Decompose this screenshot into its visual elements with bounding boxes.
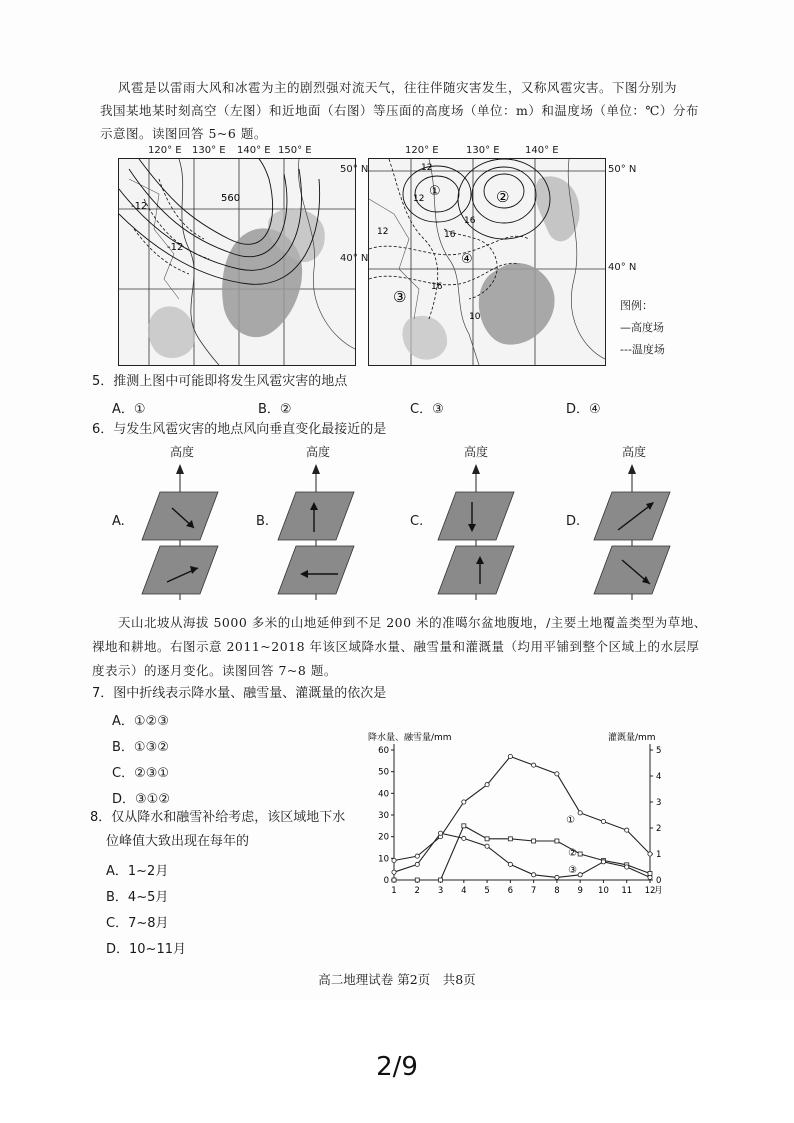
chart-point bbox=[392, 858, 396, 862]
chart-point bbox=[392, 878, 396, 882]
chart-series-line bbox=[394, 826, 650, 880]
chart-point bbox=[532, 763, 536, 767]
q7-option-b[interactable]: B．①③② bbox=[112, 740, 169, 755]
chart-ylabel-right: 灌溉量/mm bbox=[608, 733, 656, 743]
chart-point bbox=[555, 772, 559, 776]
left-lat-40: 40° N bbox=[340, 253, 369, 264]
chart-ytick-label-right: 3 bbox=[656, 798, 662, 808]
chart-point bbox=[532, 839, 536, 843]
right-lon-120: 120° E bbox=[405, 145, 439, 156]
right-lon-130: 130° E bbox=[466, 145, 500, 156]
chart-point bbox=[485, 783, 489, 787]
chart-point bbox=[625, 865, 629, 869]
q5-stem: 5．推测上图中可能即将发生风雹灾害的地点 bbox=[92, 374, 348, 389]
chart-point bbox=[462, 824, 466, 828]
chart-ytick-label-left: 0 bbox=[383, 876, 389, 886]
chart-ytick-label-right: 0 bbox=[656, 876, 662, 886]
q7-option-a[interactable]: A．①②③ bbox=[112, 714, 169, 729]
chart-xtick-label: 4 bbox=[461, 886, 467, 896]
q6-axis-label-c: 高度 bbox=[464, 445, 489, 459]
right-val-g: 10 bbox=[469, 312, 481, 322]
chart-point bbox=[601, 860, 605, 864]
passage2-line1: 天山北坡从海拔 5000 多米的山地延伸到不足 200 米的准噶尔盆地腹地，/主要土地覆盖类型为草地、 bbox=[118, 615, 707, 630]
chart-series-label: ③ bbox=[568, 864, 578, 876]
chart-point bbox=[555, 875, 559, 879]
left-lon-130: 130° E bbox=[192, 145, 226, 156]
chart-xtick-label: 5 bbox=[484, 886, 490, 896]
chart-point bbox=[625, 828, 629, 832]
point-3: ③ bbox=[393, 288, 407, 306]
left-map-upper-level bbox=[118, 158, 356, 366]
passage1-line1: 风雹是以雷雨大风和冰雹为主的剧烈强对流天气，往往伴随灾害发生，又称风雹灾害。下图分别为 bbox=[118, 80, 678, 95]
chart-point bbox=[578, 852, 582, 856]
q8-option-b[interactable]: B．4~5月 bbox=[106, 890, 169, 905]
passage1-line3: 示意图。读图回答 5~6 题。 bbox=[100, 126, 267, 141]
chart-xlabel: 月 bbox=[654, 886, 663, 896]
chart-ytick-label-right: 4 bbox=[656, 772, 662, 782]
q6-option-b: B. bbox=[256, 514, 270, 529]
chart-point bbox=[415, 854, 419, 858]
point-4: ④ bbox=[461, 252, 473, 267]
legend-title: 图例： bbox=[620, 299, 653, 312]
chart-xtick-label: 7 bbox=[530, 886, 537, 896]
chart-xtick-label: 11 bbox=[621, 886, 633, 896]
chart-ytick-label-left: 30 bbox=[378, 811, 389, 821]
chart-point bbox=[462, 800, 466, 804]
q6-panel-a[interactable] bbox=[112, 442, 222, 602]
q5-option-d[interactable]: D．④ bbox=[566, 402, 601, 417]
chart-xtick-label: 3 bbox=[437, 886, 444, 896]
chart-ytick-label-left: 50 bbox=[378, 767, 389, 778]
legend-temp: ---温度场 bbox=[620, 343, 665, 356]
chart-ylabel-left: 降水量、融雪量/mm bbox=[368, 733, 452, 743]
chart-point bbox=[578, 811, 582, 815]
point-1: ① bbox=[429, 184, 441, 199]
left-lon-120: 120° E bbox=[148, 145, 182, 156]
chart-series-label: ① bbox=[566, 814, 576, 826]
chart-point bbox=[508, 754, 512, 758]
right-lat-50: 50° N bbox=[608, 164, 637, 175]
left-lon-150: 150° E bbox=[278, 145, 312, 156]
q5-option-b[interactable]: B．② bbox=[258, 402, 292, 417]
passage2-line3: 度表示）的逐月变化。读图回答 7~8 题。 bbox=[92, 663, 337, 678]
chart-point bbox=[485, 837, 489, 841]
chart-point bbox=[555, 839, 559, 843]
page-counter: 2/9 bbox=[376, 1052, 418, 1082]
point-2: ② bbox=[496, 188, 510, 206]
water-chart bbox=[360, 728, 670, 900]
chart-point bbox=[439, 878, 443, 882]
chart-point bbox=[648, 875, 652, 879]
chart-point bbox=[508, 862, 512, 866]
right-val-a: 12 bbox=[421, 163, 433, 173]
left-map-label-minus12-b: -12 bbox=[167, 242, 184, 253]
right-val-f: 12 bbox=[377, 227, 389, 237]
q7-option-d[interactable]: D．③①② bbox=[112, 792, 170, 807]
passage2-line2: 裸地和耕地。右图示意 2011~2018 年该区域降水量、融雪量和灌溉量（均用平铺到整个区域上的水层厚 bbox=[92, 639, 700, 654]
q8-stem-line1: 8．仅从降水和融雪补给考虑，该区域地下水 bbox=[90, 810, 346, 825]
passage1-line2: 我国某地某时刻高空（左图）和近地面（右图）等压面的高度场（单位：m）和温度场（单位：℃）分布 bbox=[100, 103, 699, 118]
right-val-d: 16 bbox=[464, 216, 476, 226]
q6-panel-b[interactable] bbox=[256, 442, 366, 602]
chart-ytick-label-left: 10 bbox=[378, 854, 389, 865]
chart-point bbox=[392, 870, 396, 874]
left-lat-50: 50° N bbox=[340, 164, 369, 175]
q6-option-a: A. bbox=[112, 514, 125, 529]
chart-xtick-label: 9 bbox=[577, 886, 583, 896]
chart-ytick-label-right: 5 bbox=[656, 746, 662, 756]
chart-point bbox=[578, 873, 582, 877]
right-map-surface bbox=[368, 158, 606, 366]
q5-option-c[interactable]: C．③ bbox=[410, 402, 444, 417]
q8-option-d[interactable]: D．10~11月 bbox=[106, 942, 186, 957]
chart-series-label: ② bbox=[568, 848, 578, 859]
chart-point bbox=[415, 878, 419, 882]
chart-ytick-label-left: 20 bbox=[378, 832, 389, 843]
chart-point bbox=[415, 862, 419, 866]
q6-panel-c[interactable] bbox=[410, 442, 520, 602]
chart-ytick-label-right: 2 bbox=[656, 824, 662, 834]
left-map-label-minus12-a: -12 bbox=[131, 201, 148, 212]
right-val-e: 16 bbox=[431, 282, 443, 292]
chart-point bbox=[438, 831, 442, 835]
q6-panel-d[interactable] bbox=[566, 442, 676, 602]
chart-point bbox=[601, 819, 605, 823]
chart-xtick-label: 10 bbox=[598, 886, 609, 896]
chart-xtick-label: 1 bbox=[391, 886, 397, 896]
legend-height: —高度场 bbox=[620, 321, 664, 334]
chart-xtick-label: 2 bbox=[414, 886, 420, 896]
chart-xtick-label: 12 bbox=[644, 886, 656, 896]
q8-option-a[interactable]: A．1~2月 bbox=[106, 864, 169, 879]
q7-option-c[interactable]: C．②③① bbox=[112, 766, 170, 781]
right-lat-40: 40° N bbox=[608, 262, 637, 273]
q6-stem: 6．与发生风雹灾害的地点风向垂直变化最接近的是 bbox=[92, 422, 387, 437]
right-val-c: 16 bbox=[444, 230, 456, 240]
q8-option-c[interactable]: C．7~8月 bbox=[106, 916, 169, 931]
chart-xtick-label: 6 bbox=[507, 886, 514, 896]
chart-point bbox=[485, 844, 489, 848]
q8-stem-line2: 位峰值大致出现在每年的 bbox=[106, 834, 250, 849]
q5-option-a[interactable]: A．① bbox=[112, 402, 146, 417]
page-footer: 高二地理试卷 第2页 共8页 bbox=[318, 972, 476, 987]
left-map-label-560: 560 bbox=[221, 193, 241, 204]
chart-point bbox=[532, 873, 536, 877]
chart-ytick-label-left: 40 bbox=[378, 789, 389, 800]
chart-point bbox=[508, 837, 512, 841]
q6-option-c: C. bbox=[410, 514, 424, 529]
q6-axis-label-b: 高度 bbox=[306, 445, 331, 459]
q7-stem: 7．图中折线表示降水量、融雪量、灌溉量的依次是 bbox=[92, 686, 387, 701]
q6-axis-label-a: 高度 bbox=[170, 445, 195, 459]
chart-xtick-label: 8 bbox=[554, 886, 560, 896]
left-lon-140: 140° E bbox=[237, 145, 271, 156]
right-lon-140: 140° E bbox=[525, 145, 559, 156]
chart-point bbox=[648, 852, 652, 856]
q6-option-d: D. bbox=[566, 514, 581, 529]
chart-ytick-label-left: 60 bbox=[378, 746, 389, 756]
chart-point bbox=[462, 836, 466, 840]
chart-ytick-label-right: 1 bbox=[656, 850, 662, 860]
right-val-b: 12 bbox=[413, 194, 425, 204]
q6-axis-label-d: 高度 bbox=[622, 445, 647, 459]
